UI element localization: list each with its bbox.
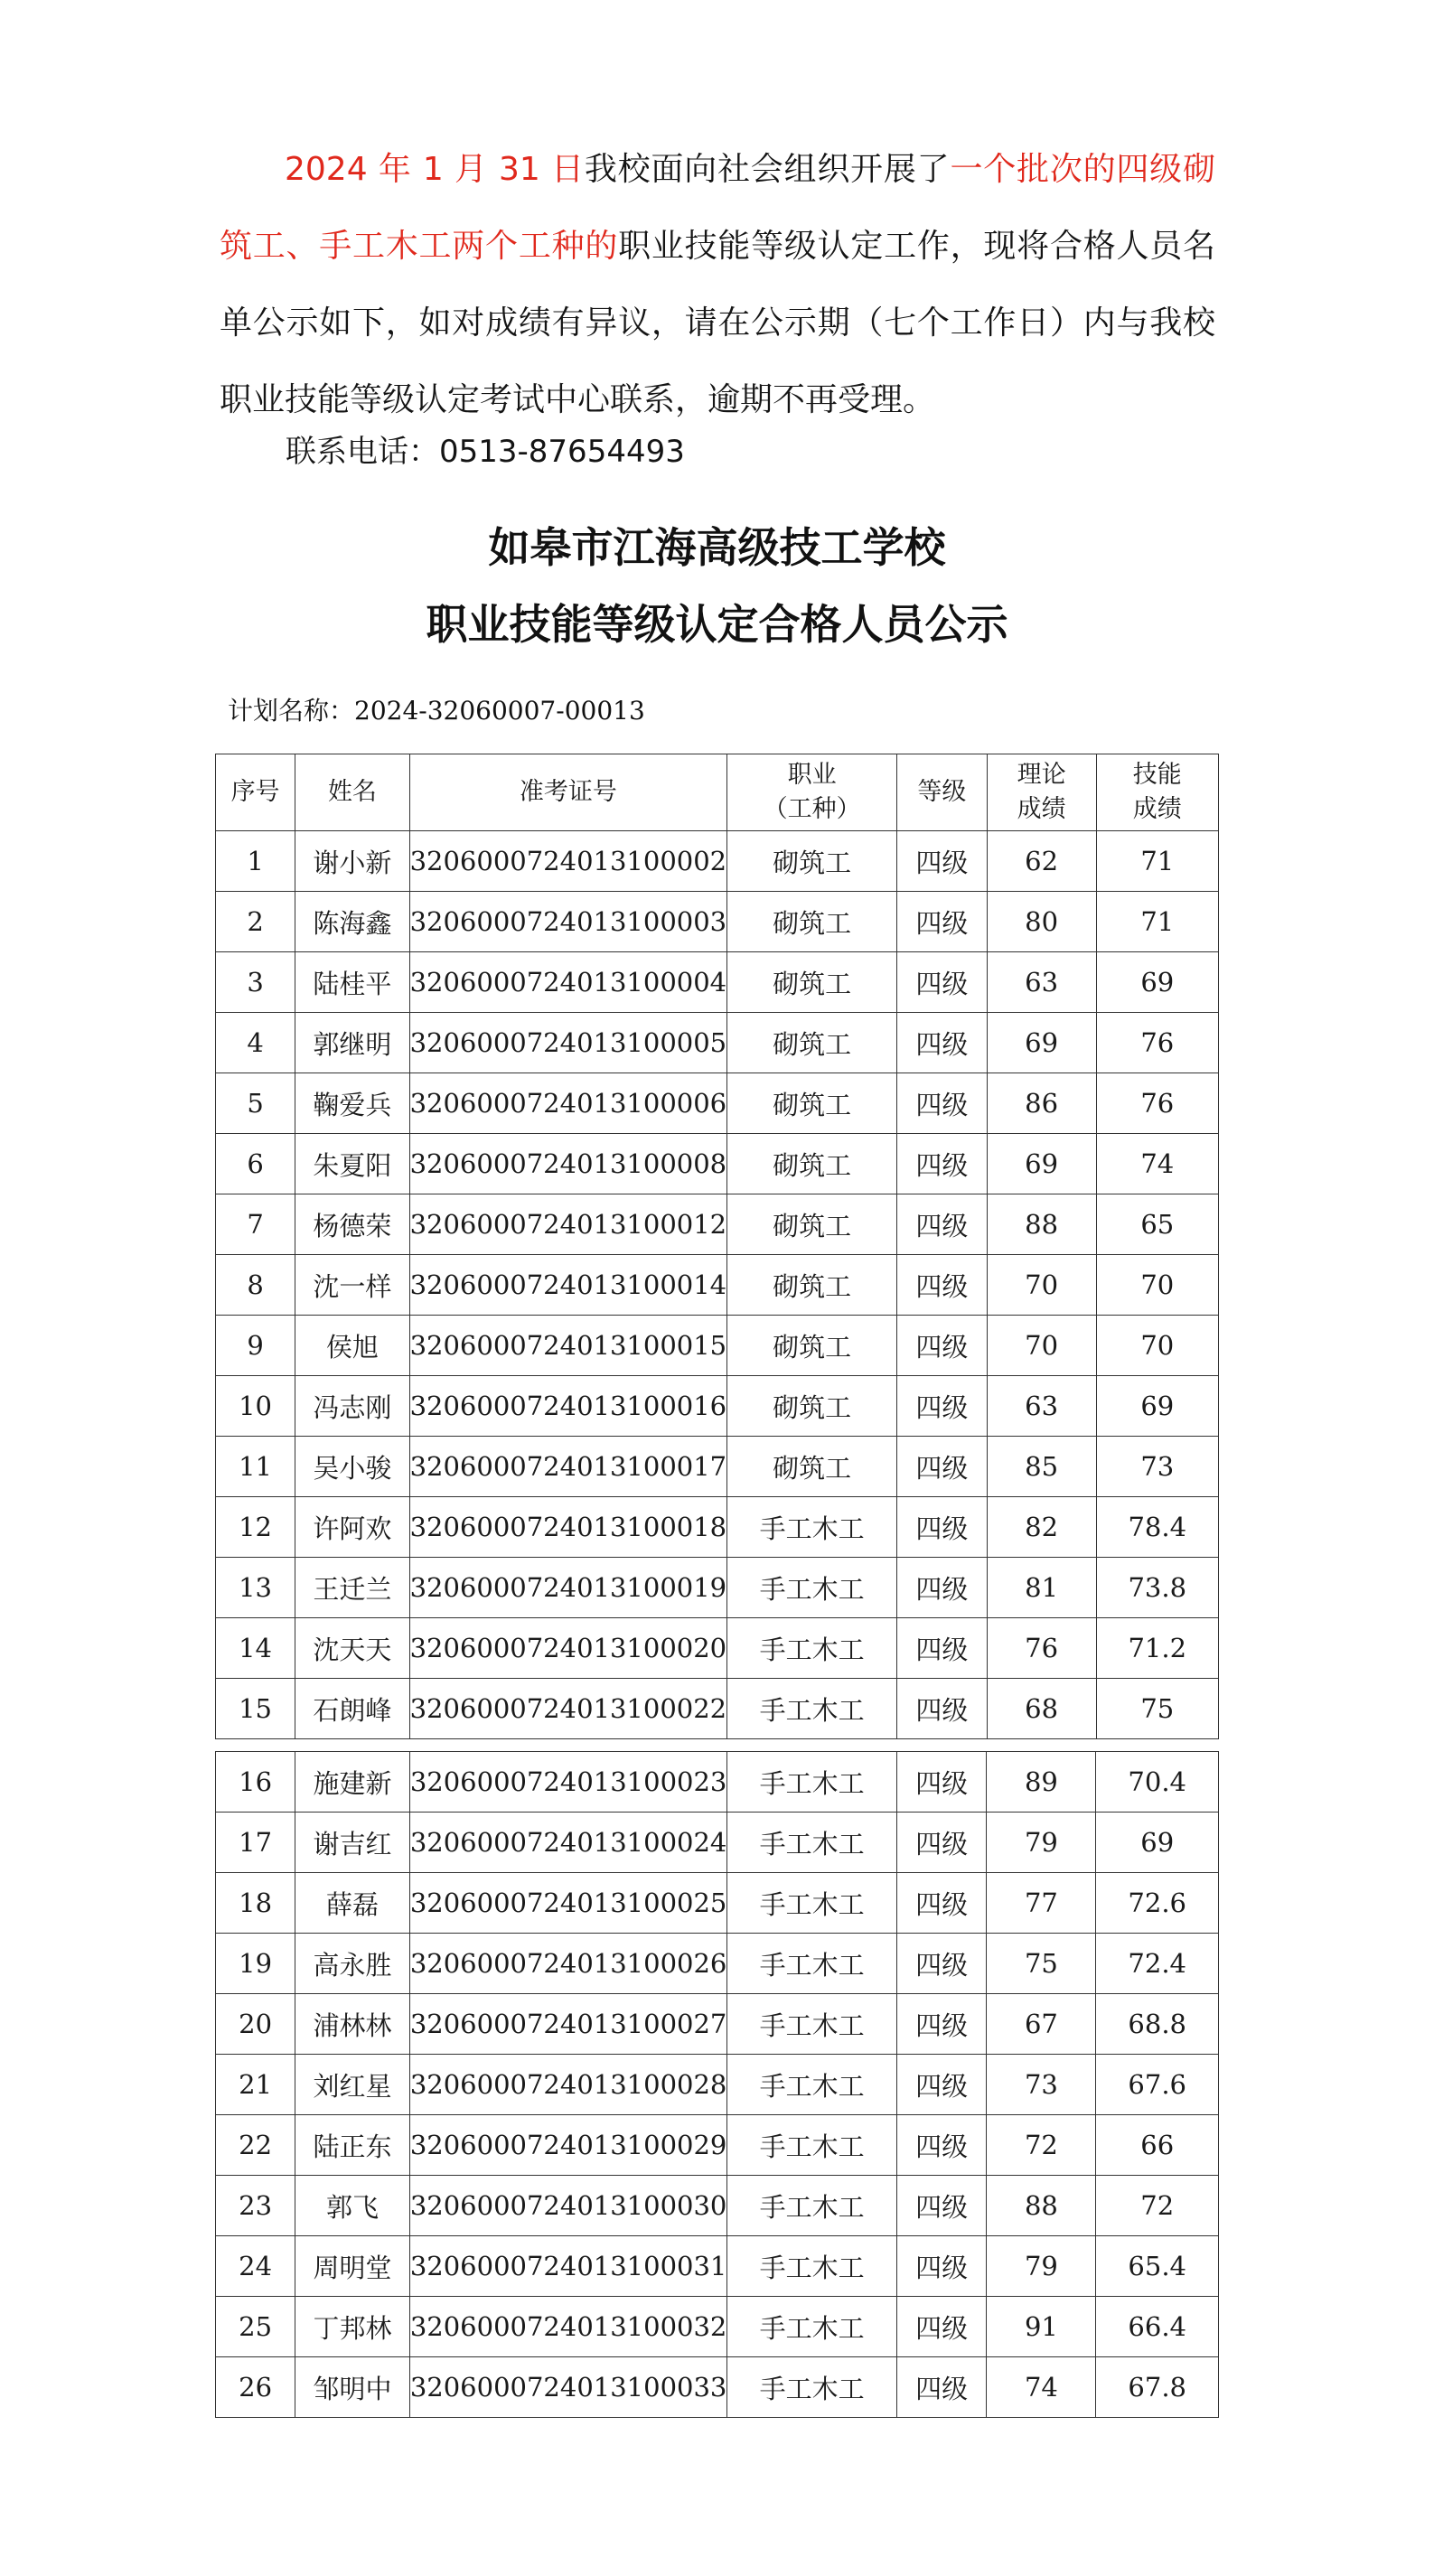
cell-level: 四级 [897, 1376, 987, 1437]
plan-name [228, 693, 645, 729]
table-row [216, 831, 1219, 892]
cell-ticket: 3206000724013100030 [409, 2176, 727, 2236]
cell-job: 手工木工 [727, 2176, 896, 2236]
cell-seq: 16 [216, 1752, 295, 1813]
cell-name: 丁邦林 [295, 2297, 410, 2357]
roster-table [215, 754, 1219, 1739]
table-row [216, 2357, 1219, 2418]
table-row [216, 1194, 1219, 1255]
cell-theory: 85 [987, 1437, 1096, 1497]
table-row [216, 2236, 1219, 2297]
cell-skill: 72 [1096, 2176, 1219, 2236]
cell-seq: 8 [216, 1255, 295, 1316]
cell-name: 高永胜 [295, 1934, 410, 1994]
cell-level: 四级 [896, 1873, 987, 1934]
cell-seq: 24 [216, 2236, 295, 2297]
table-row [216, 1316, 1219, 1376]
cell-name: 谢小新 [295, 831, 409, 892]
cell-seq: 10 [216, 1376, 295, 1437]
cell-job: 砌筑工 [727, 1013, 897, 1073]
cell-theory: 76 [987, 1618, 1096, 1679]
cell-name: 侯旭 [295, 1316, 409, 1376]
header-job [727, 754, 897, 831]
cell-name: 石朗峰 [295, 1679, 409, 1739]
cell-ticket: 3206000724013100031 [409, 2236, 727, 2297]
cell-skill: 78.4 [1096, 1497, 1218, 1558]
cell-theory: 88 [987, 1194, 1096, 1255]
cell-job: 砌筑工 [727, 1194, 897, 1255]
cell-name: 周明堂 [295, 2236, 410, 2297]
cell-name: 杨德荣 [295, 1194, 409, 1255]
table-row [216, 2115, 1219, 2176]
cell-seq: 25 [216, 2297, 295, 2357]
cell-ticket: 3206000724013100020 [409, 1618, 727, 1679]
cell-job: 手工木工 [727, 2115, 896, 2176]
notice-text-2: 职业技能等级认定工作，现将合格人员名单公示如下，如对成绩有异议，请在公示期（七个工作日）内与我校职业技能等级认定考试中心联系，逾期不再受理。 [220, 228, 1215, 418]
table-row [216, 2055, 1219, 2115]
cell-name: 冯志刚 [295, 1376, 409, 1437]
cell-skill: 67.6 [1096, 2055, 1219, 2115]
cell-ticket: 3206000724013100024 [409, 1813, 727, 1873]
header-skill [1096, 754, 1218, 831]
cell-name: 郭继明 [295, 1013, 409, 1073]
table-row [216, 1679, 1219, 1739]
cell-level: 四级 [897, 1255, 987, 1316]
cell-name: 陈海鑫 [295, 892, 409, 952]
cell-theory: 74 [987, 2357, 1096, 2418]
table-row [216, 1497, 1219, 1558]
cell-skill: 67.8 [1096, 2357, 1219, 2418]
cell-name: 刘红星 [295, 2055, 410, 2115]
cell-theory: 72 [987, 2115, 1096, 2176]
roster-table-continued [215, 1751, 1219, 2418]
cell-theory: 82 [987, 1497, 1096, 1558]
cell-seq: 7 [216, 1194, 295, 1255]
cell-job: 砌筑工 [727, 1316, 897, 1376]
cell-name: 许阿欢 [295, 1497, 409, 1558]
cell-level: 四级 [897, 1618, 987, 1679]
cell-ticket: 3206000724013100012 [409, 1194, 727, 1255]
table-row [216, 1437, 1219, 1497]
notice-date: 2024 年 1 月 31 日 [285, 151, 585, 188]
cell-ticket: 3206000724013100003 [409, 892, 727, 952]
cell-job: 手工木工 [727, 1934, 896, 1994]
cell-skill: 70 [1096, 1316, 1218, 1376]
cell-job: 砌筑工 [727, 1376, 897, 1437]
cell-name: 郭飞 [295, 2176, 410, 2236]
cell-theory: 79 [987, 2236, 1096, 2297]
header-ticket: 准考证号 [409, 754, 727, 831]
cell-ticket: 3206000724013100033 [409, 2357, 727, 2418]
cell-level: 四级 [897, 831, 987, 892]
cell-skill: 71.2 [1096, 1618, 1218, 1679]
header-theory-line2: 成绩 [1017, 795, 1066, 823]
table-row [216, 1073, 1219, 1134]
cell-ticket: 3206000724013100018 [409, 1497, 727, 1558]
table-row [216, 2176, 1219, 2236]
header-skill-line1: 技能 [1132, 761, 1182, 789]
plan-label: 计划名称： [228, 696, 355, 726]
cell-level: 四级 [896, 2236, 987, 2297]
cell-name: 陆桂平 [295, 952, 409, 1013]
cell-ticket: 3206000724013100026 [409, 1934, 727, 1994]
cell-seq: 17 [216, 1813, 295, 1873]
cell-skill: 66.4 [1096, 2297, 1219, 2357]
cell-level: 四级 [897, 952, 987, 1013]
cell-theory: 70 [987, 1316, 1096, 1376]
cell-name: 沈天天 [295, 1618, 409, 1679]
table-row [216, 1134, 1219, 1194]
cell-level: 四级 [897, 1437, 987, 1497]
cell-skill: 71 [1096, 831, 1218, 892]
notice-paragraph [220, 131, 1215, 438]
cell-name: 王迁兰 [295, 1558, 409, 1618]
cell-seq: 9 [216, 1316, 295, 1376]
cell-theory: 88 [987, 2176, 1096, 2236]
cell-seq: 6 [216, 1134, 295, 1194]
table-row [216, 892, 1219, 952]
cell-job: 手工木工 [727, 1497, 897, 1558]
cell-seq: 15 [216, 1679, 295, 1739]
cell-skill: 65.4 [1096, 2236, 1219, 2297]
cell-job: 砌筑工 [727, 892, 897, 952]
cell-seq: 14 [216, 1618, 295, 1679]
cell-seq: 22 [216, 2115, 295, 2176]
cell-name: 邹明中 [295, 2357, 410, 2418]
cell-seq: 20 [216, 1994, 295, 2055]
cell-skill: 69 [1096, 952, 1218, 1013]
plan-value: 2024-32060007-00013 [354, 696, 645, 726]
notice-title: 职业技能等级认定合格人员公示 [426, 600, 1008, 649]
contact-phone: 0513-87654493 [439, 434, 685, 470]
notice-batch: 一个批次的四级砌筑工、手工木工两个工种的 [220, 151, 1215, 265]
table-row [216, 1558, 1219, 1618]
cell-level: 四级 [896, 2176, 987, 2236]
cell-name: 陆正东 [295, 2115, 410, 2176]
cell-job: 手工木工 [727, 2357, 896, 2418]
cell-job: 手工木工 [727, 2055, 896, 2115]
cell-ticket: 3206000724013100023 [409, 1752, 727, 1813]
header-skill-line2: 成绩 [1132, 795, 1182, 823]
cell-seq: 4 [216, 1013, 295, 1073]
cell-skill: 73.8 [1096, 1558, 1218, 1618]
cell-name: 施建新 [295, 1752, 410, 1813]
cell-ticket: 3206000724013100017 [409, 1437, 727, 1497]
cell-level: 四级 [897, 1497, 987, 1558]
cell-ticket: 3206000724013100028 [409, 2055, 727, 2115]
table-row [216, 2297, 1219, 2357]
cell-theory: 79 [987, 1813, 1096, 1873]
cell-ticket: 3206000724013100014 [409, 1255, 727, 1316]
cell-seq: 19 [216, 1934, 295, 1994]
cell-seq: 13 [216, 1558, 295, 1618]
cell-level: 四级 [897, 1073, 987, 1134]
cell-level: 四级 [897, 1194, 987, 1255]
cell-theory: 89 [987, 1752, 1096, 1813]
cell-level: 四级 [896, 1994, 987, 2055]
cell-name: 沈一样 [295, 1255, 409, 1316]
cell-theory: 80 [987, 892, 1096, 952]
cell-ticket: 3206000724013100008 [409, 1134, 727, 1194]
cell-ticket: 3206000724013100002 [409, 831, 727, 892]
cell-level: 四级 [897, 1134, 987, 1194]
cell-skill: 65 [1096, 1194, 1218, 1255]
cell-skill: 69 [1096, 1813, 1219, 1873]
cell-seq: 18 [216, 1873, 295, 1934]
cell-seq: 26 [216, 2357, 295, 2418]
cell-skill: 72.4 [1096, 1934, 1219, 1994]
cell-skill: 66 [1096, 2115, 1219, 2176]
cell-seq: 2 [216, 892, 295, 952]
cell-skill: 72.6 [1096, 1873, 1219, 1934]
table-row [216, 1255, 1219, 1316]
cell-seq: 1 [216, 831, 295, 892]
cell-ticket: 3206000724013100029 [409, 2115, 727, 2176]
cell-job: 手工木工 [727, 1873, 896, 1934]
cell-name: 薛磊 [295, 1873, 410, 1934]
cell-job: 手工木工 [727, 1752, 896, 1813]
table-header-row [216, 754, 1219, 831]
cell-theory: 70 [987, 1255, 1096, 1316]
table-row [216, 1013, 1219, 1073]
cell-skill: 76 [1096, 1073, 1218, 1134]
contact-line [286, 429, 685, 474]
cell-ticket: 3206000724013100019 [409, 1558, 727, 1618]
cell-skill: 76 [1096, 1013, 1218, 1073]
cell-level: 四级 [896, 2357, 987, 2418]
cell-theory: 63 [987, 1376, 1096, 1437]
cell-job: 手工木工 [727, 2236, 896, 2297]
header-theory [987, 754, 1096, 831]
roster-body-part1 [216, 831, 1219, 1739]
cell-name: 浦林林 [295, 1994, 410, 2055]
cell-name: 朱夏阳 [295, 1134, 409, 1194]
header-theory-line1: 理论 [1017, 761, 1066, 789]
cell-job: 手工木工 [727, 1558, 897, 1618]
cell-level: 四级 [897, 1013, 987, 1073]
cell-job: 砌筑工 [727, 1255, 897, 1316]
cell-level: 四级 [897, 1679, 987, 1739]
cell-job: 砌筑工 [727, 952, 897, 1013]
cell-seq: 3 [216, 952, 295, 1013]
cell-ticket: 3206000724013100016 [409, 1376, 727, 1437]
cell-level: 四级 [896, 2115, 987, 2176]
table-row [216, 1994, 1219, 2055]
cell-theory: 75 [987, 1934, 1096, 1994]
cell-job: 砌筑工 [727, 831, 897, 892]
cell-level: 四级 [896, 1752, 987, 1813]
cell-theory: 69 [987, 1134, 1096, 1194]
cell-theory: 81 [987, 1558, 1096, 1618]
cell-seq: 12 [216, 1497, 295, 1558]
table-row [216, 1934, 1219, 1994]
cell-skill: 69 [1096, 1376, 1218, 1437]
cell-ticket: 3206000724013100004 [409, 952, 727, 1013]
cell-theory: 68 [987, 1679, 1096, 1739]
cell-level: 四级 [897, 1558, 987, 1618]
table-row [216, 952, 1219, 1013]
cell-skill: 68.8 [1096, 1994, 1219, 2055]
contact-label: 联系电话： [286, 434, 439, 470]
cell-ticket: 3206000724013100006 [409, 1073, 727, 1134]
cell-job: 手工木工 [727, 1618, 897, 1679]
cell-seq: 21 [216, 2055, 295, 2115]
cell-job: 砌筑工 [727, 1437, 897, 1497]
cell-theory: 62 [987, 831, 1096, 892]
cell-job: 手工木工 [727, 1679, 897, 1739]
cell-name: 吴小骏 [295, 1437, 409, 1497]
cell-level: 四级 [896, 2297, 987, 2357]
cell-theory: 63 [987, 952, 1096, 1013]
table-row [216, 1873, 1219, 1934]
cell-ticket: 3206000724013100005 [409, 1013, 727, 1073]
table-row [216, 1618, 1219, 1679]
cell-theory: 86 [987, 1073, 1096, 1134]
cell-level: 四级 [897, 1316, 987, 1376]
cell-seq: 11 [216, 1437, 295, 1497]
cell-theory: 73 [987, 2055, 1096, 2115]
cell-ticket: 3206000724013100027 [409, 1994, 727, 2055]
cell-job: 砌筑工 [727, 1073, 897, 1134]
roster-body-part2 [216, 1752, 1219, 2418]
table-row [216, 1752, 1219, 1813]
cell-theory: 69 [987, 1013, 1096, 1073]
cell-skill: 75 [1096, 1679, 1218, 1739]
cell-seq: 5 [216, 1073, 295, 1134]
cell-skill: 73 [1096, 1437, 1218, 1497]
cell-name: 鞠爱兵 [295, 1073, 409, 1134]
cell-level: 四级 [896, 1934, 987, 1994]
cell-level: 四级 [897, 892, 987, 952]
cell-level: 四级 [896, 1813, 987, 1873]
table-row [216, 1813, 1219, 1873]
cell-ticket: 3206000724013100015 [409, 1316, 727, 1376]
header-seq: 序号 [216, 754, 295, 831]
notice-text-1: 我校面向社会组织开展了 [584, 151, 951, 188]
cell-job: 砌筑工 [727, 1134, 897, 1194]
header-name: 姓名 [295, 754, 409, 831]
cell-job: 手工木工 [727, 1994, 896, 2055]
cell-seq: 23 [216, 2176, 295, 2236]
cell-skill: 71 [1096, 892, 1218, 952]
school-title: 如皋市江海高级技工学校 [488, 523, 946, 572]
cell-ticket: 3206000724013100025 [409, 1873, 727, 1934]
header-job-line1: 职业 [787, 761, 837, 789]
cell-skill: 70 [1096, 1255, 1218, 1316]
cell-skill: 74 [1096, 1134, 1218, 1194]
header-level: 等级 [897, 754, 987, 831]
cell-theory: 91 [987, 2297, 1096, 2357]
cell-ticket: 3206000724013100032 [409, 2297, 727, 2357]
cell-ticket: 3206000724013100022 [409, 1679, 727, 1739]
cell-theory: 67 [987, 1994, 1096, 2055]
cell-skill: 70.4 [1096, 1752, 1219, 1813]
table-row [216, 1376, 1219, 1437]
cell-job: 手工木工 [727, 1813, 896, 1873]
cell-level: 四级 [896, 2055, 987, 2115]
cell-job: 手工木工 [727, 2297, 896, 2357]
cell-theory: 77 [987, 1873, 1096, 1934]
cell-name: 谢吉红 [295, 1813, 410, 1873]
header-job-line2: （工种） [763, 795, 861, 823]
